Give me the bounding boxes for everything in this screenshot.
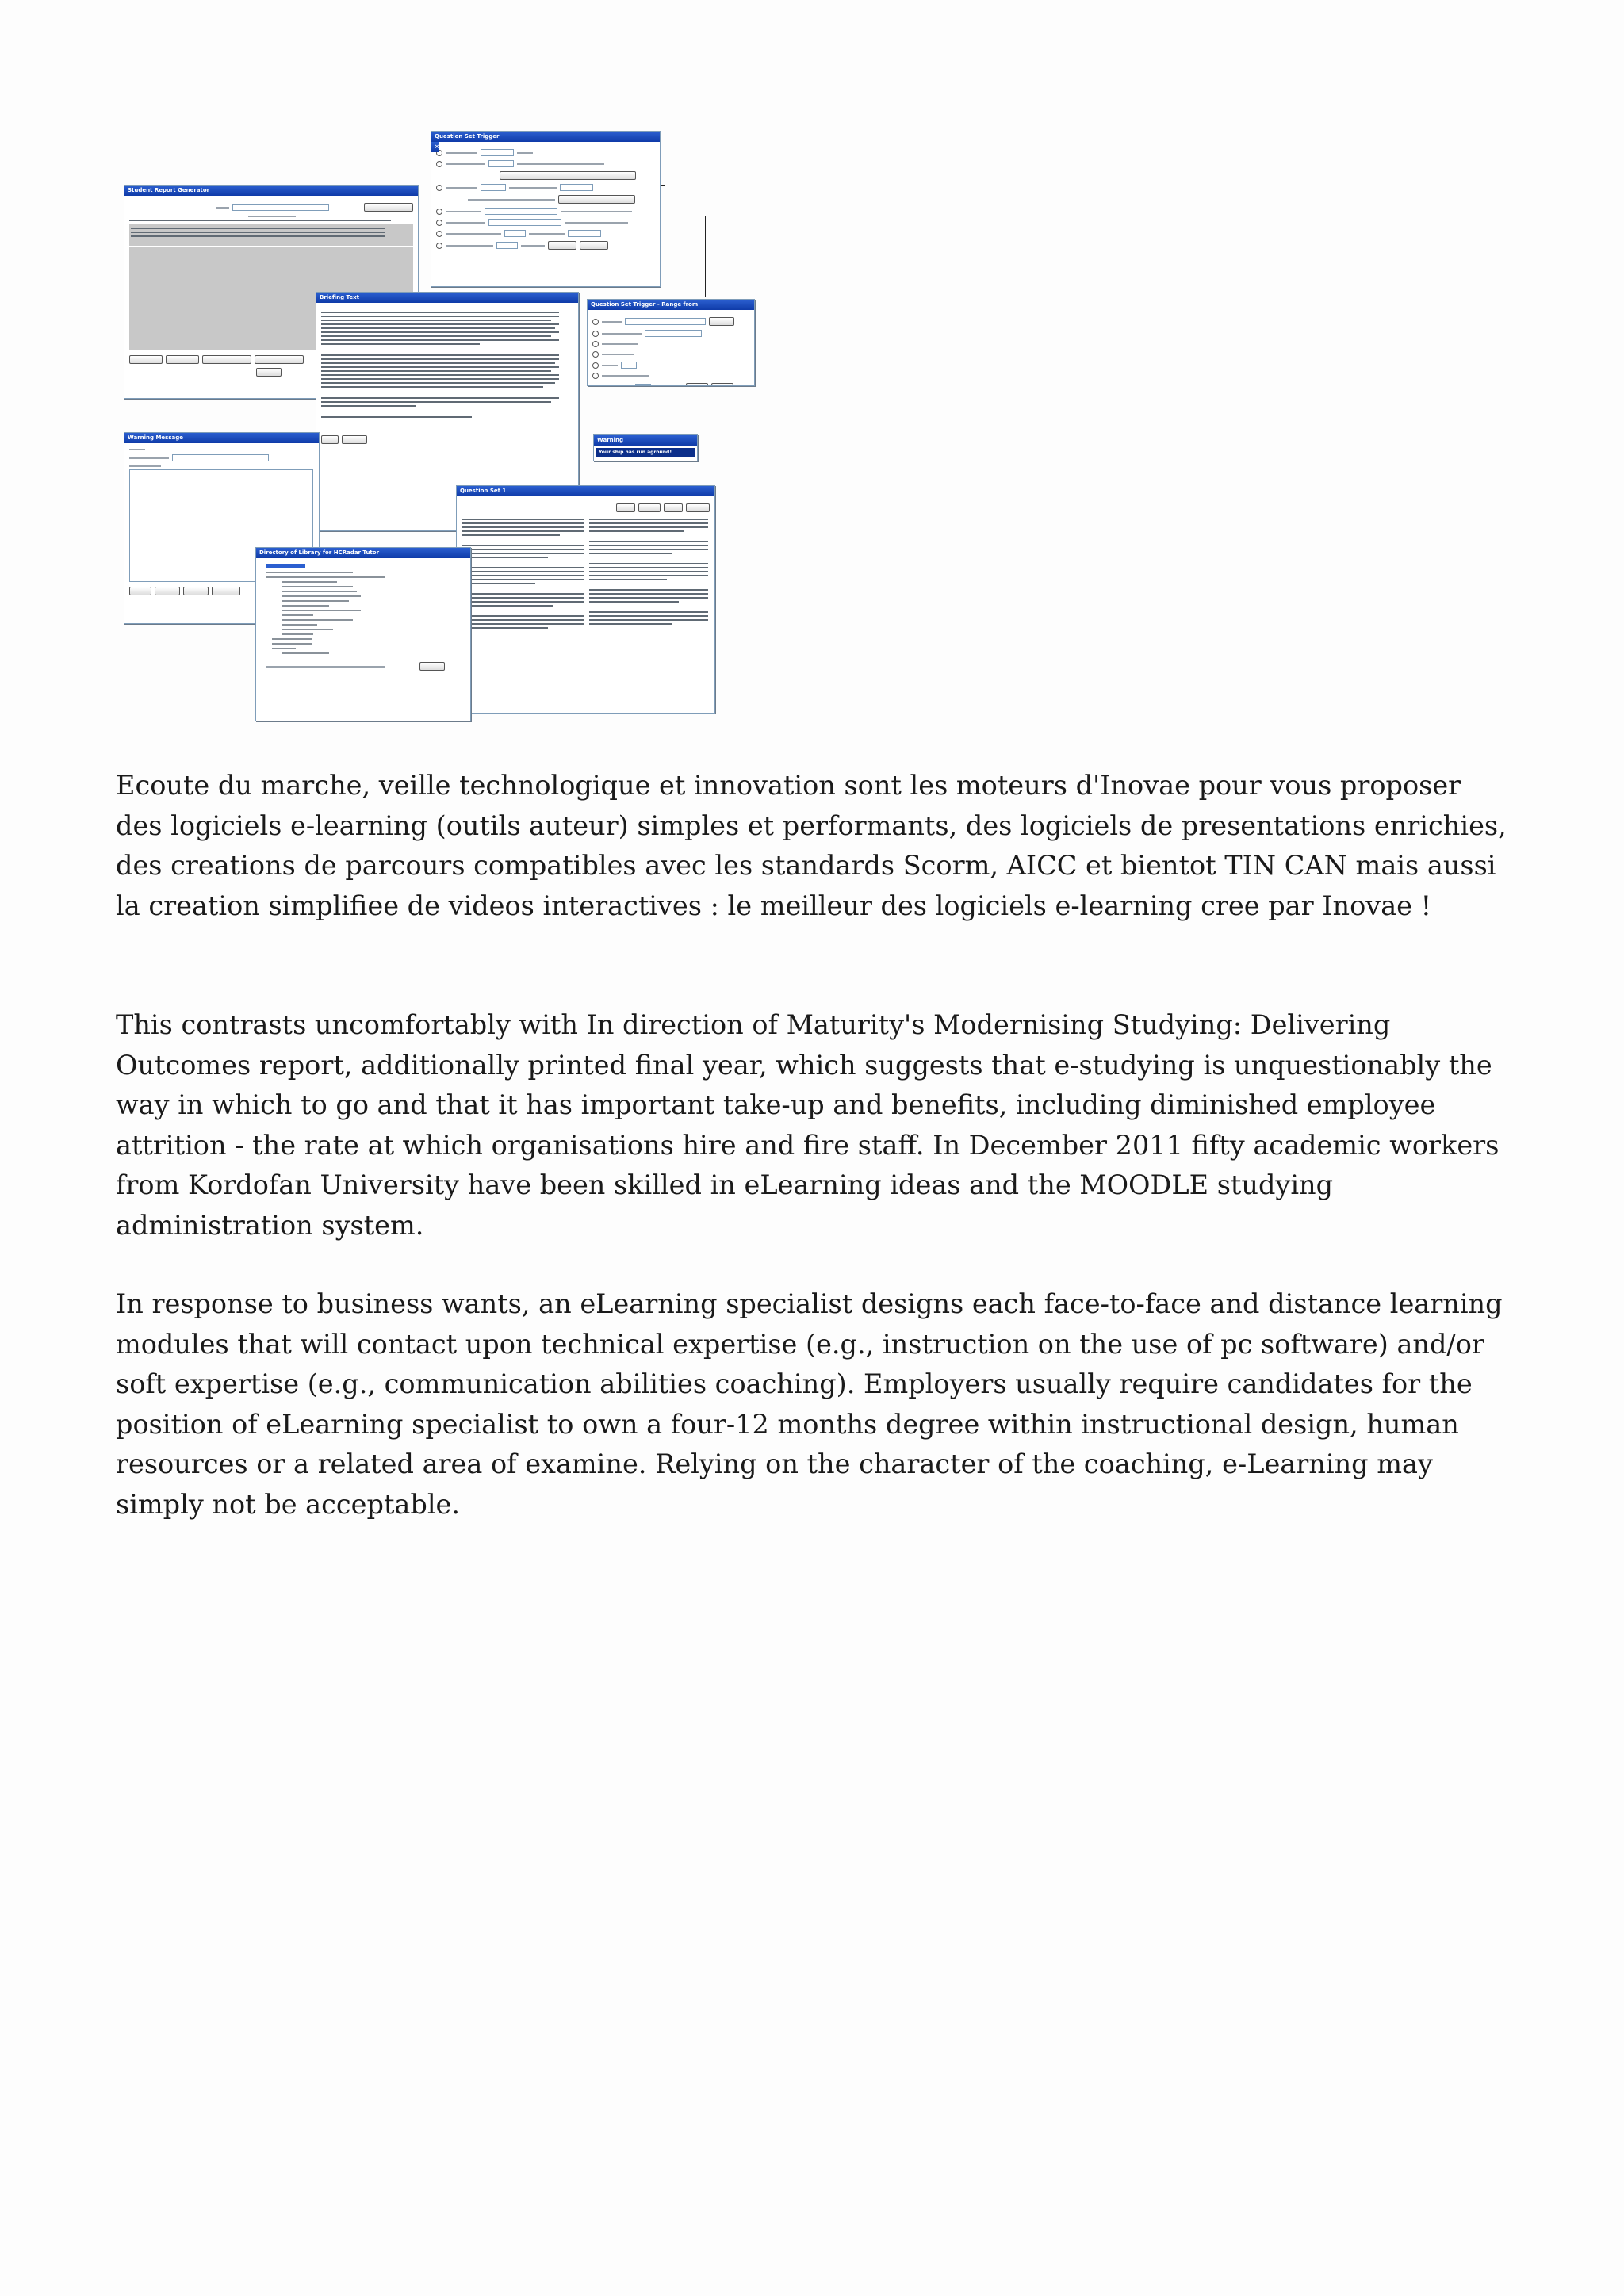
close-icon: × bbox=[431, 142, 439, 152]
paragraph-elearning-specialist: In response to business wants, an eLearning specialist designs each face-to-face and distance learning modules that will contact upon technical expertise (e.g., instruction on the use of pc software) and/or soft expertise (e.g., communication abilities coaching). Employers usually require candidates for the position of eLearning specialist to own a four-12 months degree within instructional design, human resources or a related area of examine. Relying on the character of the coaching, e-Learning may simply not be acceptable. bbox=[116, 1288, 1503, 1520]
window-title: Question Set Trigger - Range from bbox=[588, 300, 754, 310]
window-title: Warning Message bbox=[124, 433, 319, 443]
paragraph-inovae: Ecoute du marche, veille technologique et innovation sont les moteurs d'Inovae pour vous proposer des logiciels e-learning (outils auteur) simples et performants, des logiciels de presentations enrichies, des creations de parcours compatibles avec les standards Scorm, AICC et bientot TIN CAN mais aussi la creation simplifiee de videos interactives : le meilleur des logiciels e-learning cree par Inovae ! bbox=[116, 770, 1507, 921]
screenshot-collage bbox=[119, 127, 753, 723]
window-title: Directory of Library for HCRadar Tutor bbox=[256, 548, 470, 558]
paragraph-maturity-report: This contrasts uncomfortably with In direction of Maturity's Modernising Studying: Delivering Outcomes report, additionally printed final year, which suggests that e-studying is unquestionably the way in which to go and that it has important take-up and benefits, including diminished employee attrition - the rate at which organisations hire and fire staff. In December 2011 fifty academic workers from Kordofan University have been skilled in eLearning ideas and the MOODLE studying administration system. bbox=[116, 1009, 1500, 1241]
library-window bbox=[255, 547, 471, 721]
window-title: Warning bbox=[594, 435, 697, 446]
window-title: Question Set 1 bbox=[457, 486, 714, 496]
connector-line bbox=[705, 216, 706, 297]
range-from-window bbox=[587, 299, 755, 386]
window-title: Question Set Trigger bbox=[431, 132, 660, 142]
warning-window bbox=[593, 434, 698, 461]
window-title: Student Report Generator bbox=[124, 186, 418, 196]
warning-text: Your ship has run aground! bbox=[596, 448, 695, 457]
question-set-trigger-window bbox=[431, 131, 661, 287]
question-set-window bbox=[456, 485, 715, 714]
window-title: Briefing Text bbox=[316, 293, 578, 303]
